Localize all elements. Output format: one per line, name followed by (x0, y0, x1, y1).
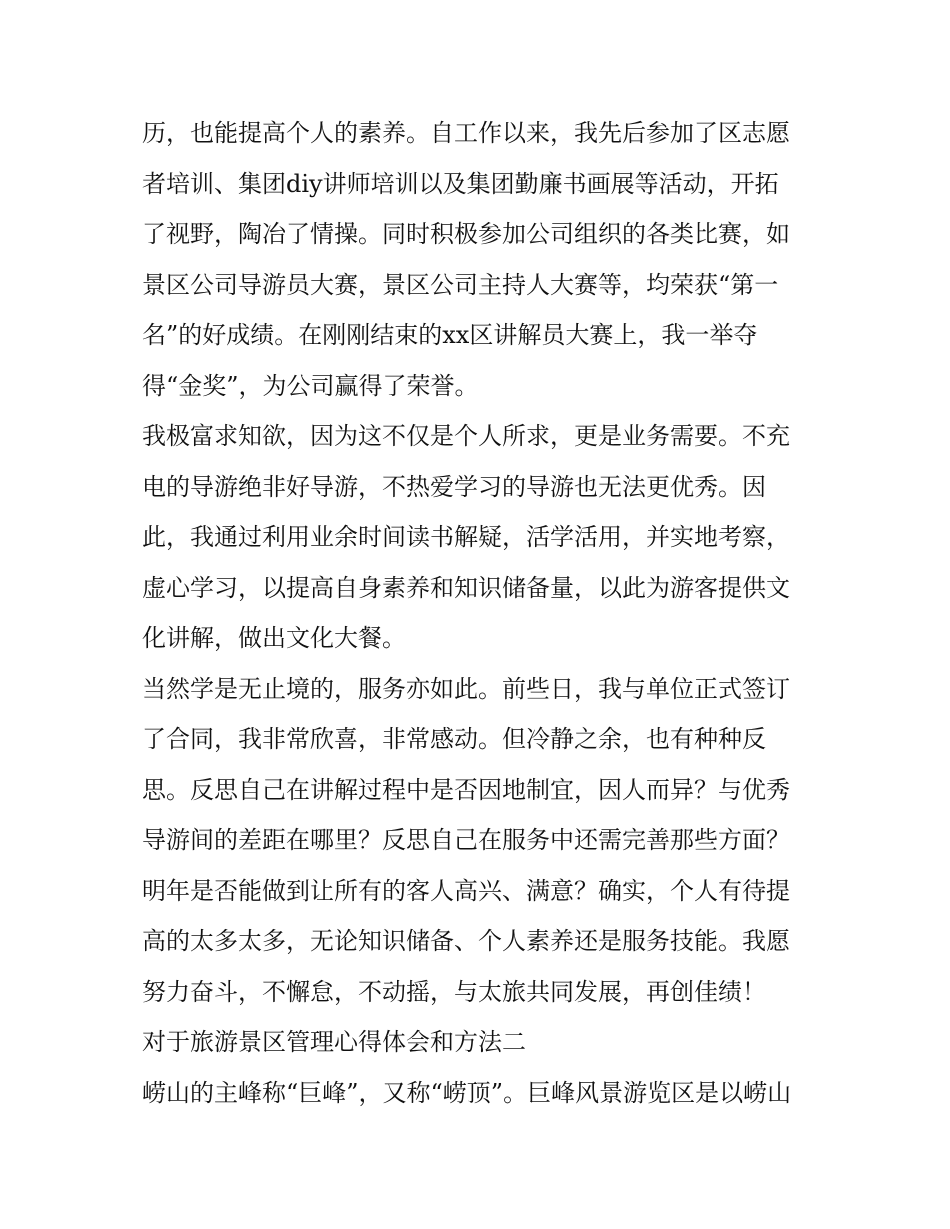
text-line: 我极富求知欲，因为这不仅是个人所求，更是业务需要。不充 (142, 422, 790, 450)
paragraph-1 (142, 108, 822, 411)
text-line: 高的太多太多，无论知识储备、个人素养还是服务技能。我愿 (142, 927, 790, 955)
text-line: 导游间的差距在哪里？反思自己在服务中还需完善那些方面？ (142, 826, 790, 854)
text-line: 当然学是无止境的，服务亦如此。前些日，我与单位正式签订 (142, 674, 790, 703)
paragraph-2 (142, 411, 822, 664)
text-line: 明年是否能做到让所有的客人高兴、满意？确实，个人有待提 (142, 876, 790, 905)
text-line: 电的导游绝非好导游，不热爱学习的导游也无法更优秀。因 (142, 472, 766, 501)
text-line: 了合同，我非常欣喜，非常感动。但冷静之余，也有种种反 (142, 725, 766, 753)
text-line: 得“金奖”，为公司赢得了荣誉。 (142, 371, 479, 400)
text-line: 景区公司导游员大赛，景区公司主持人大赛等，均荣获“第一 (142, 270, 779, 299)
text-line: 崂山的主峰称“巨峰”，又称“崂顶”。巨峰风景游览区是以崂山 (142, 1078, 792, 1107)
text-line: 者培训、集团diy讲师培训以及集团勤廉书画展等活动，开拓 (142, 169, 779, 198)
section-title: 对于旅游景区管理心得体会和方法二 (142, 1028, 526, 1056)
paragraph-3 (142, 664, 822, 1018)
text-line: 思。反思自己在讲解过程中是否因地制宜，因人而异？与优秀 (142, 775, 790, 804)
text-line: 虚心学习，以提高自身素养和知识储备量，以此为游客提供文 (142, 573, 790, 602)
text-line: 历，也能提高个人的素养。自工作以来，我先后参加了区志愿 (142, 119, 790, 147)
document-body (142, 108, 822, 1118)
text-line: 了视野，陶冶了情操。同时积极参加公司组织的各类比赛，如 (142, 220, 790, 248)
text-line: 化讲解，做出文化大餐。 (142, 624, 406, 652)
text-line: 努力奋斗，不懈怠，不动摇，与太旅共同发展，再创佳绩！ (142, 977, 766, 1006)
text-line: 此，我通过利用业余时间读书解疑，活学活用，并实地考察， (142, 523, 790, 551)
text-line: 名”的好成绩。在刚刚结束的xx区讲解员大赛上，我一举夺 (142, 321, 758, 349)
